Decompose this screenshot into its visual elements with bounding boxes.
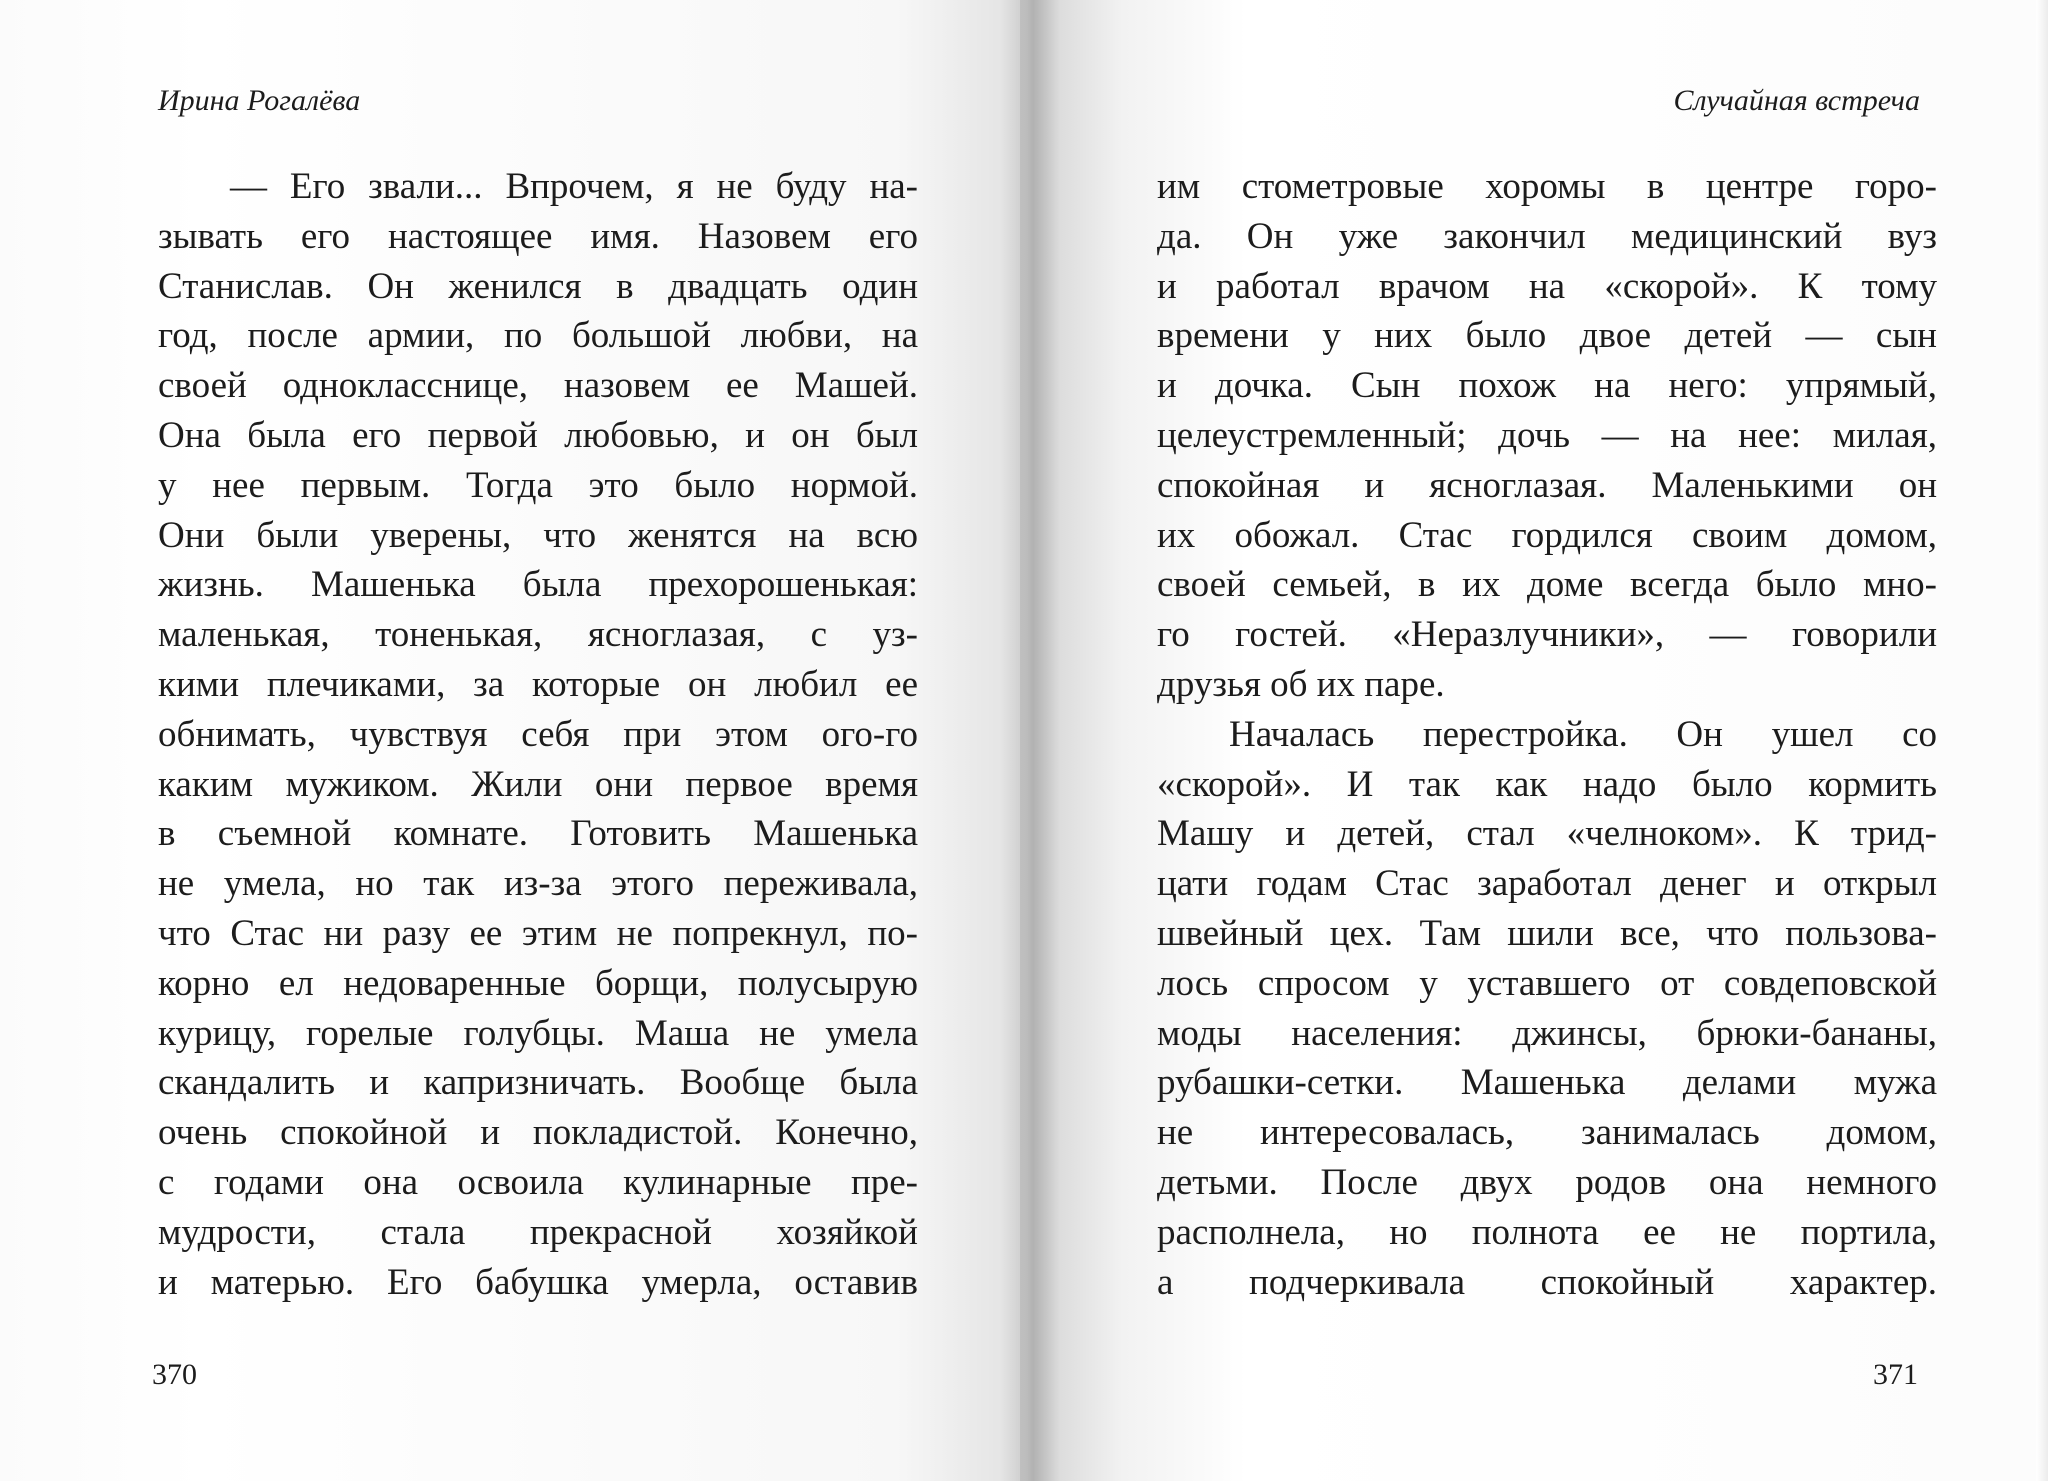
text-line: маленькая, тоненькая, ясноглазая, с уз- — [158, 614, 918, 656]
text-line: своей однокласснице, назовем ее Машей. — [158, 365, 918, 407]
text-line: кими плечиками, за которые он любил ее — [158, 663, 918, 705]
right-page-text — [1157, 162, 1937, 1307]
text-line: не интересовалась, занималась домом, — [1157, 1112, 1937, 1154]
text-line: друзья об их паре. — [1157, 663, 1445, 705]
left-page — [0, 0, 1020, 1481]
text-line: спокойная и ясноглазая. Маленькими он — [1157, 464, 1937, 506]
text-line: го гостей. «Неразлучники», — говорили — [1157, 614, 1937, 656]
text-line: моды населения: джинсы, брюки-бананы, — [1157, 1012, 1937, 1054]
text-line: рубашки-сетки. Машенька делами мужа — [1157, 1062, 1937, 1104]
text-line: у нее первым. Тогда это было нормой. — [158, 464, 918, 506]
text-line: мудрости, стала прекрасной хозяйкой — [158, 1211, 918, 1253]
page-number: 370 — [152, 1358, 197, 1391]
text-line: детьми. После двух родов она немного — [1157, 1161, 1937, 1203]
text-line: Началась перестройка. Он ушел со — [1229, 713, 1937, 755]
text-line: швейный цех. Там шили все, что пользова- — [1157, 912, 1937, 954]
page-edge — [2036, 0, 2048, 1481]
text-line: курицу, горелые голубцы. Маша не умела — [158, 1012, 918, 1054]
running-head-title: Случайная встреча — [1673, 84, 1920, 117]
text-line: очень спокойной и покладистой. Конечно, — [158, 1112, 918, 1154]
text-line: их обожал. Стас гордился своим домом, — [1157, 514, 1937, 556]
text-line: и матерью. Его бабушка умерла, оставив — [158, 1261, 918, 1303]
text-line: скандалить и капризничать. Вообще была — [158, 1062, 918, 1104]
right-page — [1020, 0, 2048, 1481]
text-line: Она была его первой любовью, и он был — [158, 414, 918, 456]
text-line: корно ел недоваренные борщи, полусырую — [158, 962, 918, 1004]
left-page-text — [158, 162, 918, 1307]
text-line: целеустремленный; дочь — на нее: милая, — [1157, 414, 1937, 456]
text-line: в съемной комнате. Готовить Машенька — [158, 813, 918, 855]
text-line: что Стас ни разу ее этим не попрекнул, по- — [158, 912, 918, 954]
text-line: зывать его настоящее имя. Назовем его — [158, 215, 918, 257]
text-line: Машу и детей, стал «челноком». К трид- — [1157, 813, 1937, 855]
text-line: времени у них было двое детей — сын — [1157, 315, 1937, 357]
text-line: — Его звали... Впрочем, я не буду на- — [230, 166, 918, 207]
text-line: а подчеркивала спокойный характер. — [1157, 1261, 1937, 1303]
text-line: им стометровые хоромы в центре горо- — [1157, 166, 1937, 207]
text-line: и дочка. Сын похож на него: упрямый, — [1157, 365, 1937, 407]
text-line: год, после армии, по большой любви, на — [158, 315, 918, 357]
text-line: с годами она освоила кулинарные пре- — [158, 1161, 918, 1203]
page-number: 371 — [1873, 1358, 1918, 1391]
running-head-author: Ирина Рогалёва — [158, 84, 361, 117]
text-line: Они были уверены, что женятся на всю — [158, 514, 918, 556]
text-line: цати годам Стас заработал денег и открыл — [1157, 863, 1937, 905]
text-line: располнела, но полнота ее не портила, — [1157, 1211, 1937, 1253]
text-line: своей семьей, в их доме всегда было мно- — [1157, 564, 1937, 606]
text-line: обнимать, чувствуя себя при этом ого-го — [158, 713, 918, 755]
text-line: «скорой». И так как надо было кормить — [1157, 763, 1937, 805]
text-line: да. Он уже закончил медицинский вуз — [1157, 215, 1937, 257]
text-line: не умела, но так из-за этого переживала, — [158, 863, 918, 905]
text-line: лось спросом у уставшего от совдеповской — [1157, 962, 1937, 1004]
text-line: жизнь. Машенька была прехорошенькая: — [158, 564, 918, 606]
text-line: каким мужиком. Жили они первое время — [158, 763, 918, 805]
text-line: Станислав. Он женился в двадцать один — [158, 265, 918, 307]
text-line: и работал врачом на «скорой». К тому — [1157, 265, 1937, 307]
book-gutter-shadow — [1000, 0, 1060, 1481]
